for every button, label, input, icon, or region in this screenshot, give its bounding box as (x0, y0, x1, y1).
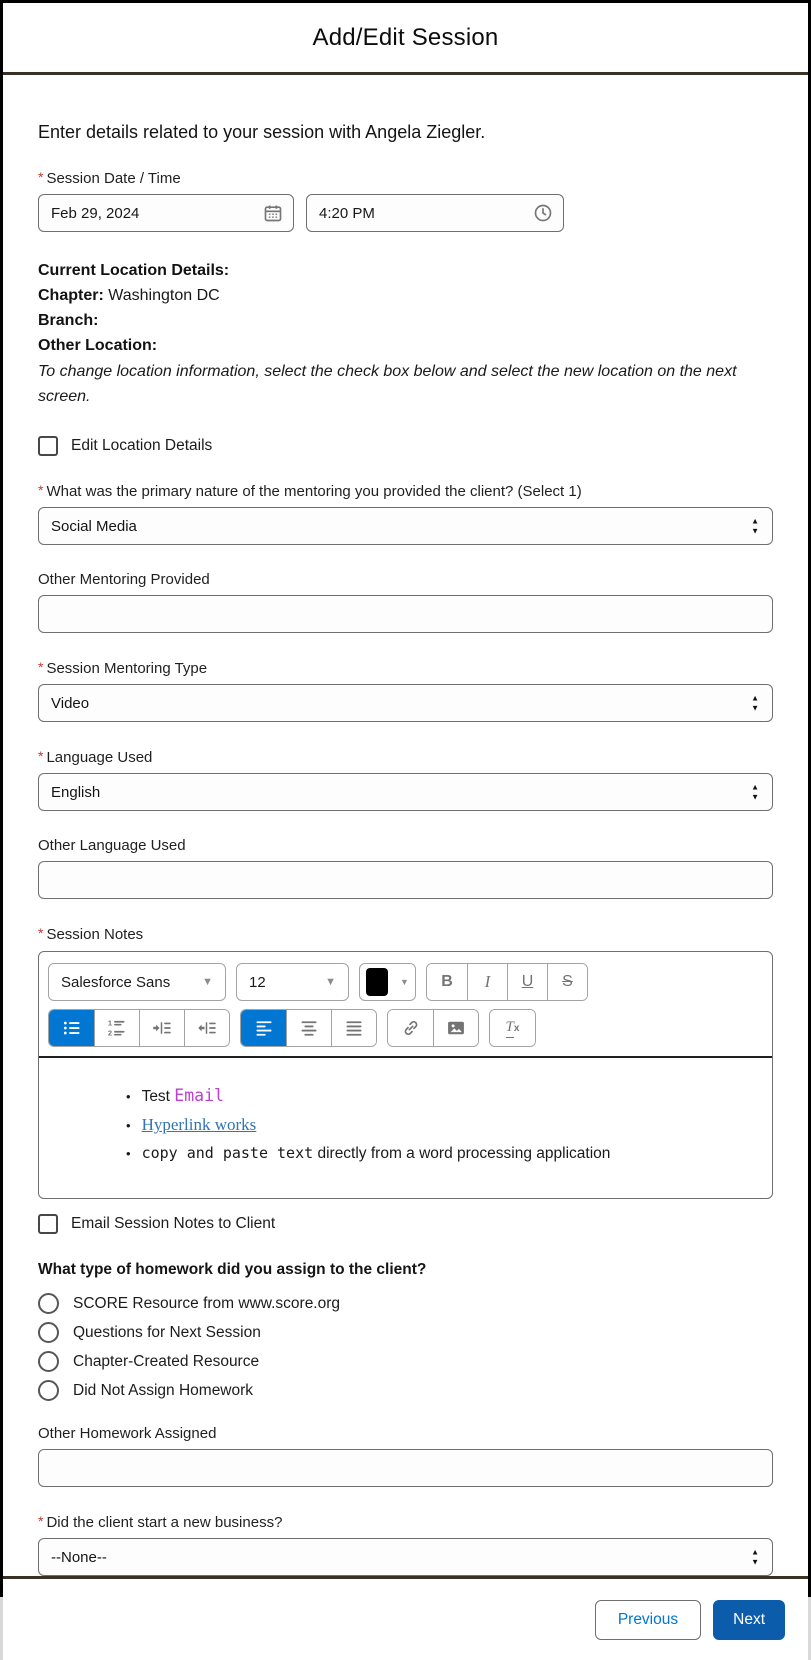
bold-button[interactable]: B (427, 964, 467, 1000)
list-group (48, 1009, 230, 1047)
session-time-input[interactable] (306, 194, 564, 232)
link-icon[interactable] (388, 1010, 433, 1046)
clock-icon[interactable] (533, 203, 553, 223)
radio-button[interactable] (38, 1322, 59, 1343)
font-family-select[interactable]: Salesforce Sans ▼ (48, 963, 226, 1001)
language-used-value: English (51, 783, 101, 801)
bullet-marker: • (126, 1146, 131, 1161)
email-styled-text: Email (174, 1086, 224, 1105)
page-title: Add/Edit Session (312, 23, 499, 51)
new-business-value: --None-- (51, 1548, 107, 1566)
numbered-list-icon[interactable] (94, 1010, 139, 1046)
other-mentoring-input[interactable] (38, 595, 773, 633)
underline-button[interactable]: U (507, 964, 547, 1000)
edit-location-row (38, 436, 773, 456)
modal-footer (3, 1576, 808, 1660)
session-time-field (306, 194, 564, 232)
indent-icon[interactable] (139, 1010, 184, 1046)
note-item-paste: • copy and paste text directly from a word processing application (126, 1144, 611, 1162)
intro-text: Enter details related to your session with Angela Ziegler. (38, 122, 486, 142)
session-datetime-row (38, 194, 773, 232)
chevron-up-down-icon: ▲ ▼ (751, 782, 759, 802)
previous-button[interactable]: Previous (595, 1600, 701, 1640)
image-icon[interactable] (433, 1010, 478, 1046)
new-business-label: * Did the client start a new business? (38, 1513, 283, 1531)
other-mentoring-label: Other Mentoring Provided (38, 571, 210, 588)
strikethrough-button[interactable]: S (547, 964, 587, 1000)
font-size-select[interactable]: 12 ▼ (236, 963, 349, 1001)
session-datetime-label: * Session Date / Time (38, 169, 181, 187)
other-language-label: Other Language Used (38, 837, 186, 854)
chevron-down-icon: ▼ (202, 976, 213, 988)
current-location-details (38, 258, 773, 409)
session-mentoring-type-label: * Session Mentoring Type (38, 659, 208, 677)
location-chapter: Chapter: Washington DC (38, 287, 220, 304)
align-left-icon[interactable] (241, 1010, 286, 1046)
homework-question: What type of homework did you assign to the client? (38, 1261, 427, 1278)
rte-toolbar-row-1 (48, 963, 763, 1001)
mentoring-nature-select[interactable] (38, 507, 773, 545)
required-marker: * (38, 169, 44, 185)
radio-button[interactable] (38, 1380, 59, 1401)
session-mentoring-type-select[interactable] (38, 684, 773, 722)
insert-group (387, 1009, 479, 1047)
chevron-down-icon: ▼ (325, 976, 336, 988)
radio-button[interactable] (38, 1293, 59, 1314)
italic-button[interactable]: I (467, 964, 507, 1000)
new-business-select[interactable] (38, 1538, 773, 1576)
text-color-picker[interactable] (359, 963, 416, 1001)
align-group (240, 1009, 377, 1047)
radio-option-chapter-created: Chapter-Created Resource (38, 1351, 773, 1372)
radio-option-questions-next-session: Questions for Next Session (38, 1322, 773, 1343)
align-right-icon[interactable] (331, 1010, 376, 1046)
bullet-list-icon[interactable] (49, 1010, 94, 1046)
homework-options (38, 1293, 773, 1401)
mentoring-nature-value: Social Media (51, 517, 137, 535)
location-branch: Branch: (38, 312, 99, 329)
email-notes-checkbox[interactable] (38, 1214, 58, 1234)
email-notes-label: Email Session Notes to Client (71, 1215, 276, 1232)
session-date-field (38, 194, 294, 232)
radio-button[interactable] (38, 1351, 59, 1372)
outdent-icon[interactable] (184, 1010, 229, 1046)
next-button[interactable]: Next (713, 1600, 785, 1640)
session-date-input[interactable] (38, 194, 294, 232)
modal-body (3, 75, 808, 1576)
other-homework-label: Other Homework Assigned (38, 1425, 217, 1442)
note-item-email: • Test Email (126, 1086, 224, 1105)
mentoring-nature-label: * What was the primary nature of the mentoring you provided the client? (Select 1) (38, 482, 582, 500)
calendar-icon[interactable] (263, 203, 283, 223)
bullet-marker: • (126, 1118, 131, 1133)
session-notes-label: * Session Notes (38, 925, 144, 943)
align-center-icon[interactable] (286, 1010, 331, 1046)
chevron-up-down-icon: ▲ ▼ (751, 516, 759, 536)
other-homework-input[interactable] (38, 1449, 773, 1487)
other-language-input[interactable] (38, 861, 773, 899)
email-notes-row (38, 1214, 773, 1234)
location-other: Other Location: (38, 337, 158, 354)
session-mentoring-type-value: Video (51, 694, 90, 712)
radio-option-score-resource: SCORE Resource from www.score.org (38, 1293, 773, 1314)
radio-option-did-not-assign: Did Not Assign Homework (38, 1380, 773, 1401)
edit-location-label: Edit Location Details (71, 437, 213, 454)
language-used-select[interactable] (38, 773, 773, 811)
mono-styled-text: copy and paste text (141, 1144, 314, 1162)
hyperlink-text[interactable]: Hyperlink works (141, 1115, 257, 1134)
chevron-up-down-icon: ▲ ▼ (751, 693, 759, 713)
bullet-marker: • (126, 1089, 131, 1104)
chevron-up-down-icon: ▲ ▼ (751, 1547, 759, 1567)
edit-location-checkbox[interactable] (38, 436, 58, 456)
modal-header (3, 3, 808, 75)
svg-text:1: 1 (107, 1018, 113, 1028)
location-note: To change location information, select the check box below and select the new location on the next screen. (38, 363, 737, 405)
color-swatch (366, 968, 388, 996)
session-notes-content[interactable] (39, 1058, 772, 1198)
remove-formatting-icon[interactable]: T x (490, 1010, 535, 1046)
svg-text:2: 2 (107, 1028, 113, 1038)
language-used-label: * Language Used (38, 748, 153, 766)
rte-toolbar (39, 952, 772, 1056)
note-item-hyperlink (126, 1115, 752, 1135)
chevron-down-icon: ▼ (400, 977, 409, 987)
session-notes-editor (38, 951, 773, 1199)
location-heading: Current Location Details: (38, 262, 230, 279)
clear-format-group (489, 1009, 536, 1047)
rte-toolbar-row-2 (48, 1009, 763, 1047)
text-style-group (426, 963, 588, 1001)
